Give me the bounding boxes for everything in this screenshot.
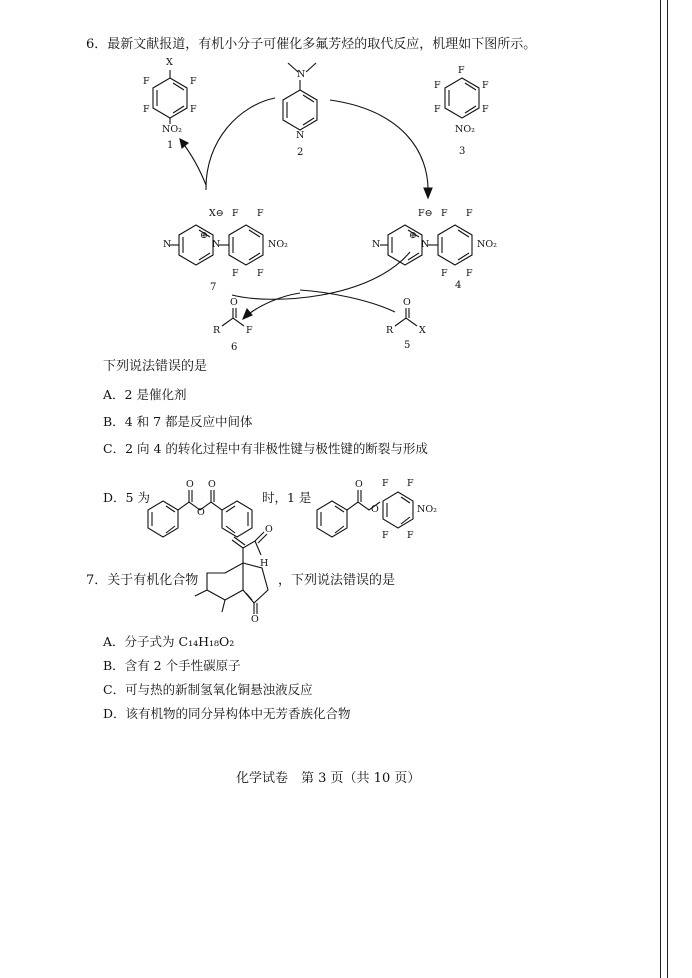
question-7-stem-b: ，下列说法错误的是 xyxy=(278,573,396,588)
option-text: 分子式为 C₁₄H₁₈O₂ xyxy=(124,634,235,649)
atom-f-c1a: F xyxy=(143,76,150,87)
atom-f-c4c: F xyxy=(441,268,448,279)
atom-f-ester-d: F xyxy=(407,530,414,541)
atom-f-c1c: F xyxy=(143,104,150,115)
q7-option-a[interactable] xyxy=(103,634,234,650)
cycle-arc-2-to-4 xyxy=(330,100,428,195)
compound-7-aryl-ring xyxy=(229,225,263,265)
option-key: A． xyxy=(103,387,125,402)
option-text: 2 是催化剂 xyxy=(124,387,187,402)
page-footer: 化学试卷 第 3 页（共 10 页） xyxy=(236,771,421,786)
compound-label-7: 7 xyxy=(210,282,217,293)
atom-f-c3c: F xyxy=(482,80,489,91)
atom-f-c7c: F xyxy=(232,268,239,279)
atom-f-c3e: F xyxy=(482,104,489,115)
option-text-a: 5 为 xyxy=(125,490,150,505)
q6-option-a[interactable] xyxy=(103,387,186,403)
atom-f-c1d: F xyxy=(190,104,197,115)
option-key: D． xyxy=(103,706,126,721)
atom-no2-ester: NO₂ xyxy=(417,504,437,515)
atom-o-anhydride-1: O xyxy=(186,479,194,490)
compound-5-acyl xyxy=(395,318,417,326)
atom-fminus-c4: F⊖ xyxy=(418,208,433,219)
option-text: 可与热的新制氢氧化铜悬浊液反应 xyxy=(125,682,313,697)
atom-n-c4-ring: N xyxy=(421,239,430,250)
option-key: C． xyxy=(103,441,126,456)
q7-bicyclic-structure xyxy=(195,532,268,614)
atom-f-c1b: F xyxy=(190,76,197,87)
q6-option-d-key[interactable] xyxy=(103,490,150,506)
compound-3-ring xyxy=(445,78,479,118)
compound-label-1: 1 xyxy=(167,140,174,151)
atom-x-c1: X xyxy=(166,57,173,68)
atom-o-ester-2: O xyxy=(371,504,379,515)
atom-f-ester-c: F xyxy=(382,530,389,541)
q7-option-b[interactable] xyxy=(103,658,241,674)
option-key: B． xyxy=(103,658,125,673)
atom-r-c6: R xyxy=(213,325,221,336)
atom-o-c6: O xyxy=(230,297,238,308)
atom-f-c3b: F xyxy=(434,80,441,91)
atom-no2-c3: NO₂ xyxy=(455,124,475,135)
atom-plus-c4: ⊕ xyxy=(409,230,417,241)
option-text: 2 向 4 的转化过程中有非极性键与极性键的断裂与形成 xyxy=(125,441,428,456)
atom-o-ester-1: O xyxy=(355,479,363,490)
atom-f-c7a: F xyxy=(232,208,239,219)
q7-option-c[interactable] xyxy=(103,682,313,698)
cycle-arc-5-in xyxy=(300,290,395,312)
compound-label-5: 5 xyxy=(404,340,411,351)
option-key: A． xyxy=(103,634,125,649)
atom-plus-c7: ⊕ xyxy=(200,230,208,241)
compound-1-ring xyxy=(153,78,187,118)
atom-o-c5: O xyxy=(403,297,411,308)
atom-f-c7b: F xyxy=(257,208,264,219)
atom-no2-c7: NO₂ xyxy=(268,239,288,250)
compound-2-ring xyxy=(283,90,317,130)
atom-f-ester-a: F xyxy=(382,478,389,489)
atom-n-c4-amine: N xyxy=(372,239,381,250)
atom-f-c4d: F xyxy=(466,268,473,279)
q6-option-b[interactable] xyxy=(103,414,253,430)
compound-6-acyl-fluoride xyxy=(222,318,244,326)
cycle-arc-to-1 xyxy=(182,142,206,185)
atom-x-c5: X xyxy=(419,325,426,336)
atom-n-c2-ring: N xyxy=(296,130,305,141)
atom-o-q7-ketone: O xyxy=(251,614,259,625)
option-key: C． xyxy=(103,682,126,697)
atom-no2-c1: NO₂ xyxy=(162,124,182,135)
q6-option-c[interactable] xyxy=(103,441,428,457)
compound-label-2: 2 xyxy=(297,147,304,158)
question-6-prompt: 下列说法错误的是 xyxy=(103,359,208,374)
atom-o-q7-aldehyde: O xyxy=(265,524,273,535)
compound-4-aryl-ring xyxy=(438,225,472,265)
atom-h-q7-aldehyde: H xyxy=(260,558,269,569)
atom-n-c7-amine: N xyxy=(163,239,172,250)
option-text: 该有机物的同分异构体中无芳香族化合物 xyxy=(125,706,351,721)
option-key: B． xyxy=(103,414,125,429)
atom-no2-c4: NO₂ xyxy=(477,239,497,250)
compound-label-6: 6 xyxy=(231,342,238,353)
question-6-stem: 6．最新文献报道，有机小分子可催化多氟芳烃的取代反应，机理如下图所示。 xyxy=(86,37,537,52)
question-7-stem-a: 7．关于有机化合物 xyxy=(86,573,199,588)
q6-option-d-mid: 时，1 是 xyxy=(262,490,312,505)
atom-f-ester-b: F xyxy=(407,478,414,489)
atom-f-c7d: F xyxy=(257,268,264,279)
atom-f-c3d: F xyxy=(434,104,441,115)
atom-o-anhydride-3: O xyxy=(208,479,216,490)
atom-f-c4b: F xyxy=(466,208,473,219)
q7-option-d[interactable] xyxy=(103,706,351,722)
atom-o-anhydride-2: O xyxy=(197,507,205,518)
atom-xminus-c7: X⊖ xyxy=(209,208,224,219)
atom-n-c2-amine: N xyxy=(297,69,306,80)
cycle-arc-6-out xyxy=(246,293,300,316)
atom-n-c7-ring: N xyxy=(212,239,221,250)
option-text: 含有 2 个手性碳原子 xyxy=(124,658,241,673)
compound-label-4: 4 xyxy=(455,280,462,291)
atom-r-c5: R xyxy=(386,325,394,336)
atom-f-c6: F xyxy=(246,325,253,336)
cycle-arc-7-to-2 xyxy=(206,98,275,190)
compound-label-3: 3 xyxy=(459,146,466,157)
option-key: D． xyxy=(103,490,126,505)
option-text: 4 和 7 都是反应中间体 xyxy=(124,414,253,429)
atom-f-c3a: F xyxy=(458,65,465,76)
atom-f-c4a: F xyxy=(441,208,448,219)
